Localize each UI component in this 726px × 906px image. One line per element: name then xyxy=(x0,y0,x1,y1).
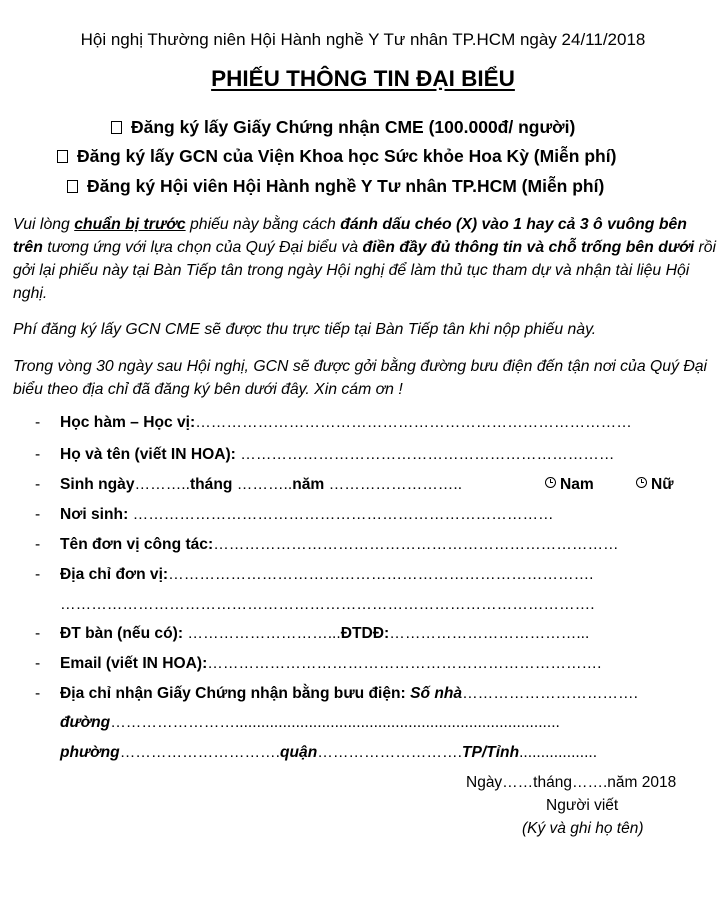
radio-male-icon[interactable] xyxy=(545,477,556,488)
fee-paragraph: Phí đăng ký lấy GCN CME sẽ được thu trực tiếp tại Bàn Tiếp tân khi nộp phiếu này. xyxy=(13,321,597,338)
option-membership-label: Đăng ký Hội viên Hội Hành nghề Y Tư nhân TP.HCM (Miễn phí) xyxy=(87,176,605,196)
option-us-institute[interactable] xyxy=(57,146,616,167)
field-academic-title[interactable]: Học hàm – Học vị:………………………………………………………………………… xyxy=(60,414,632,431)
radio-female-icon[interactable] xyxy=(636,477,647,488)
option-cme[interactable] xyxy=(111,117,575,138)
checkbox-membership[interactable] xyxy=(67,180,78,193)
field-phone[interactable]: ĐT bàn (nếu có): ………………………...ĐTDĐ:………………………………... xyxy=(60,625,590,642)
field-ward-district-city[interactable]: phường………………………….quận……………………….TP/Tỉnh.................. xyxy=(60,744,598,761)
signature-date-line: Ngày……tháng…….năm 2018 xyxy=(466,774,677,791)
event-header: Hội nghị Thường niên Hội Hành nghề Y Tư nhân TP.HCM ngày 24/11/2018 xyxy=(80,30,646,49)
field-email[interactable]: Email (viết IN HOA):…………………………………………………………………. xyxy=(60,655,602,672)
field-birth-date[interactable]: Sinh ngày………..tháng ………..năm …………………….. xyxy=(60,476,463,493)
field-postal-address[interactable]: Địa chỉ nhận Giấy Chứng nhận bằng bưu điện: Số nhà……………………………. xyxy=(60,685,638,702)
checkbox-cme[interactable] xyxy=(111,121,122,134)
signature-note: (Ký và ghi họ tên) xyxy=(522,820,644,837)
field-work-address[interactable]: Địa chỉ đơn vị:………………………………………………………………………. xyxy=(60,566,594,583)
mailing-paragraph: Trong vòng 30 ngày sau Hội nghị, GCN sẽ được gởi bằng đường bưu điện đến tận nơi của Quý Đại biểu theo địa chỉ đã đăng ký bên dưới đây. Xin cám ơn ! xyxy=(13,358,708,398)
option-membership[interactable] xyxy=(67,176,604,197)
field-birthplace[interactable]: Nơi sinh: ……………………………………………………………………… xyxy=(60,506,554,523)
option-cme-label: Đăng ký lấy Giấy Chứng nhận CME (100.000đ/ người) xyxy=(131,117,576,137)
field-street[interactable]: đường……………………........................................................................... xyxy=(60,714,560,731)
instruction-paragraph: Vui lòng chuẩn bị trước phiếu này bằng cách đánh dấu chéo (X) vào 1 hay cả 3 ô vuông bên trên tương ứng với lựa chọn của Quý Đại biểu và điền đầy đủ thông tin và chỗ trống bên dưới rồi gởi lại phiếu này tại Bàn Tiếp tân trong ngày Hội nghị để làm thủ tục tham dự và nhận tài liệu Hội nghị. xyxy=(13,216,717,302)
gender-male-option[interactable]: Nam xyxy=(545,476,594,494)
signature-writer-label: Người viết xyxy=(546,797,619,814)
field-work-address-line2[interactable]: …………………………………………………………………………………………. xyxy=(60,596,595,613)
checkbox-us-institute[interactable] xyxy=(57,150,68,163)
field-workplace[interactable]: Tên đơn vị công tác:…………………………………………………………………… xyxy=(60,536,619,553)
field-full-name[interactable]: Họ và tên (viết IN HOA): ……………………………………………………………… xyxy=(60,446,615,463)
gender-female-option[interactable]: Nữ xyxy=(636,476,674,494)
option-us-institute-label: Đăng ký lấy GCN của Viện Khoa học Sức khỏe Hoa Kỳ (Miễn phí) xyxy=(77,146,617,166)
page-title: PHIẾU THÔNG TIN ĐẠI BIỂU xyxy=(211,66,515,91)
